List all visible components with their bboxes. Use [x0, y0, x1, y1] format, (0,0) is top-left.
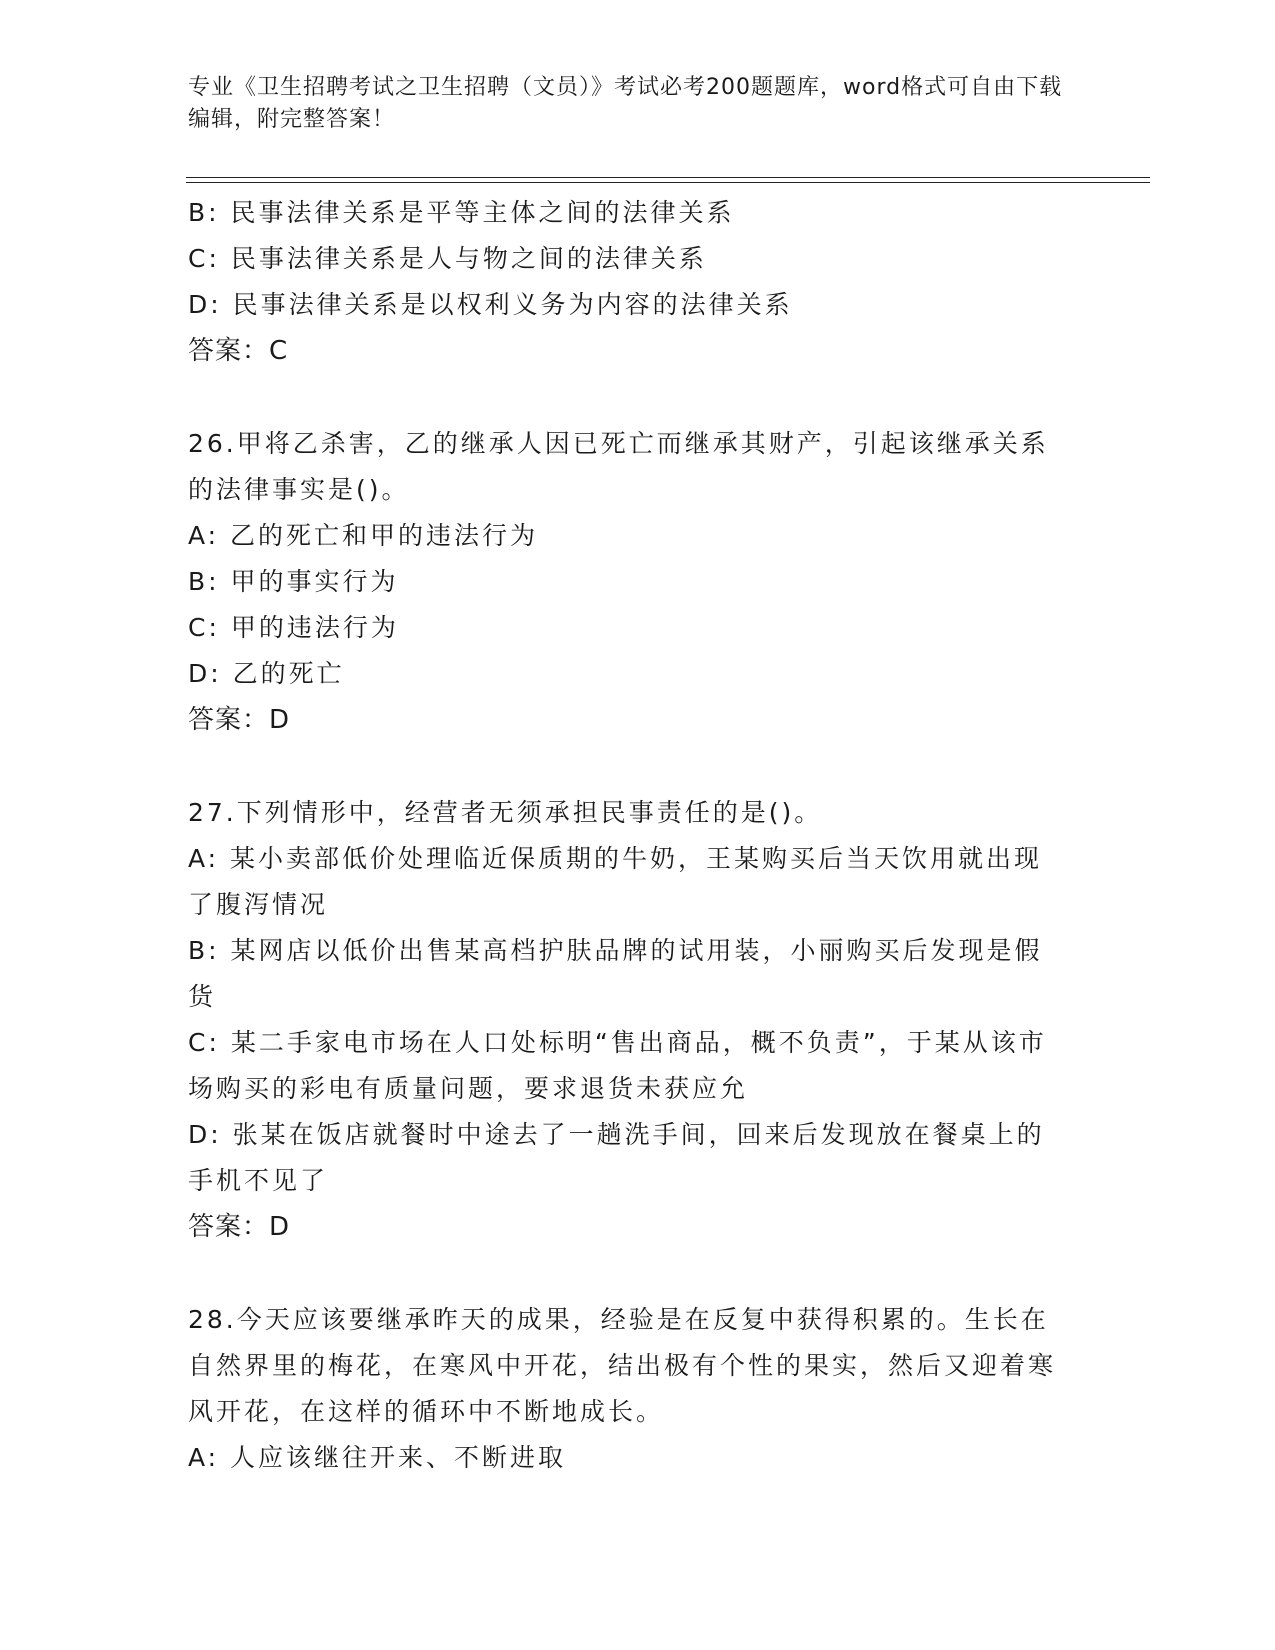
answer: 答案：D: [188, 705, 291, 735]
option-a: A: 乙的死亡和甲的违法行为: [188, 521, 539, 550]
option-d: D: 乙的死亡: [188, 659, 345, 688]
question-list: [188, 190, 1068, 1481]
spacer: [188, 743, 1068, 790]
option-b: B: 某网店以低价出售某高档护肤品牌的试用装，小丽购买后发现是假货: [188, 936, 1043, 1011]
option-d: D: 民事法律关系是以权利义务为内容的法律关系: [188, 290, 793, 319]
spacer: [188, 374, 1068, 421]
option-a: A: 人应该继往开来、不断进取: [188, 1443, 567, 1472]
option-b: B: 甲的事实行为: [188, 567, 399, 596]
option-c: C: 民事法律关系是人与物之间的法律关系: [188, 244, 707, 273]
question-stem: 26.甲将乙杀害，乙的继承人因已死亡而继承其财产，引起该继承关系的法律事实是()。: [188, 429, 1049, 504]
question-25-tail: [188, 190, 1068, 374]
question-26: [188, 421, 1068, 743]
option-d: D: 张某在饭店就餐时中途去了一趟洗手间，回来后发现放在餐桌上的手机不见了: [188, 1120, 1045, 1195]
question-stem: 27.下列情形中，经营者无须承担民事责任的是()。: [188, 798, 823, 827]
question-stem: 28.今天应该要继承昨天的成果，经验是在反复中获得积累的。生长在自然界里的梅花，在寒风中开花，结出极有个性的果实，然后又迎着寒风开花，在这样的循环中不断地成长。: [188, 1305, 1057, 1426]
answer: 答案：C: [188, 336, 289, 366]
header-rule-top: [186, 177, 1150, 178]
option-a: A: 某小卖部低价处理临近保质期的牛奶，王某购买后当天饮用就出现了腹泻情况: [188, 844, 1043, 919]
option-b: B: 民事法律关系是平等主体之间的法律关系: [188, 198, 735, 227]
option-c: C: 某二手家电市场在人口处标明“售出商品，概不负责”，于某从该市场购买的彩电有质量问题，要求退货未获应允: [188, 1028, 1047, 1103]
header-rule-bottom: [186, 182, 1150, 183]
spacer: [188, 1250, 1068, 1297]
answer: 答案：D: [188, 1212, 291, 1242]
option-c: C: 甲的违法行为: [188, 613, 399, 642]
document-header: 专业《卫生招聘考试之卫生招聘（文员）》考试必考200题题库，word格式可自由下载编辑，附完整答案！: [188, 75, 1063, 132]
question-27: [188, 790, 1068, 1250]
question-28: [188, 1297, 1068, 1481]
